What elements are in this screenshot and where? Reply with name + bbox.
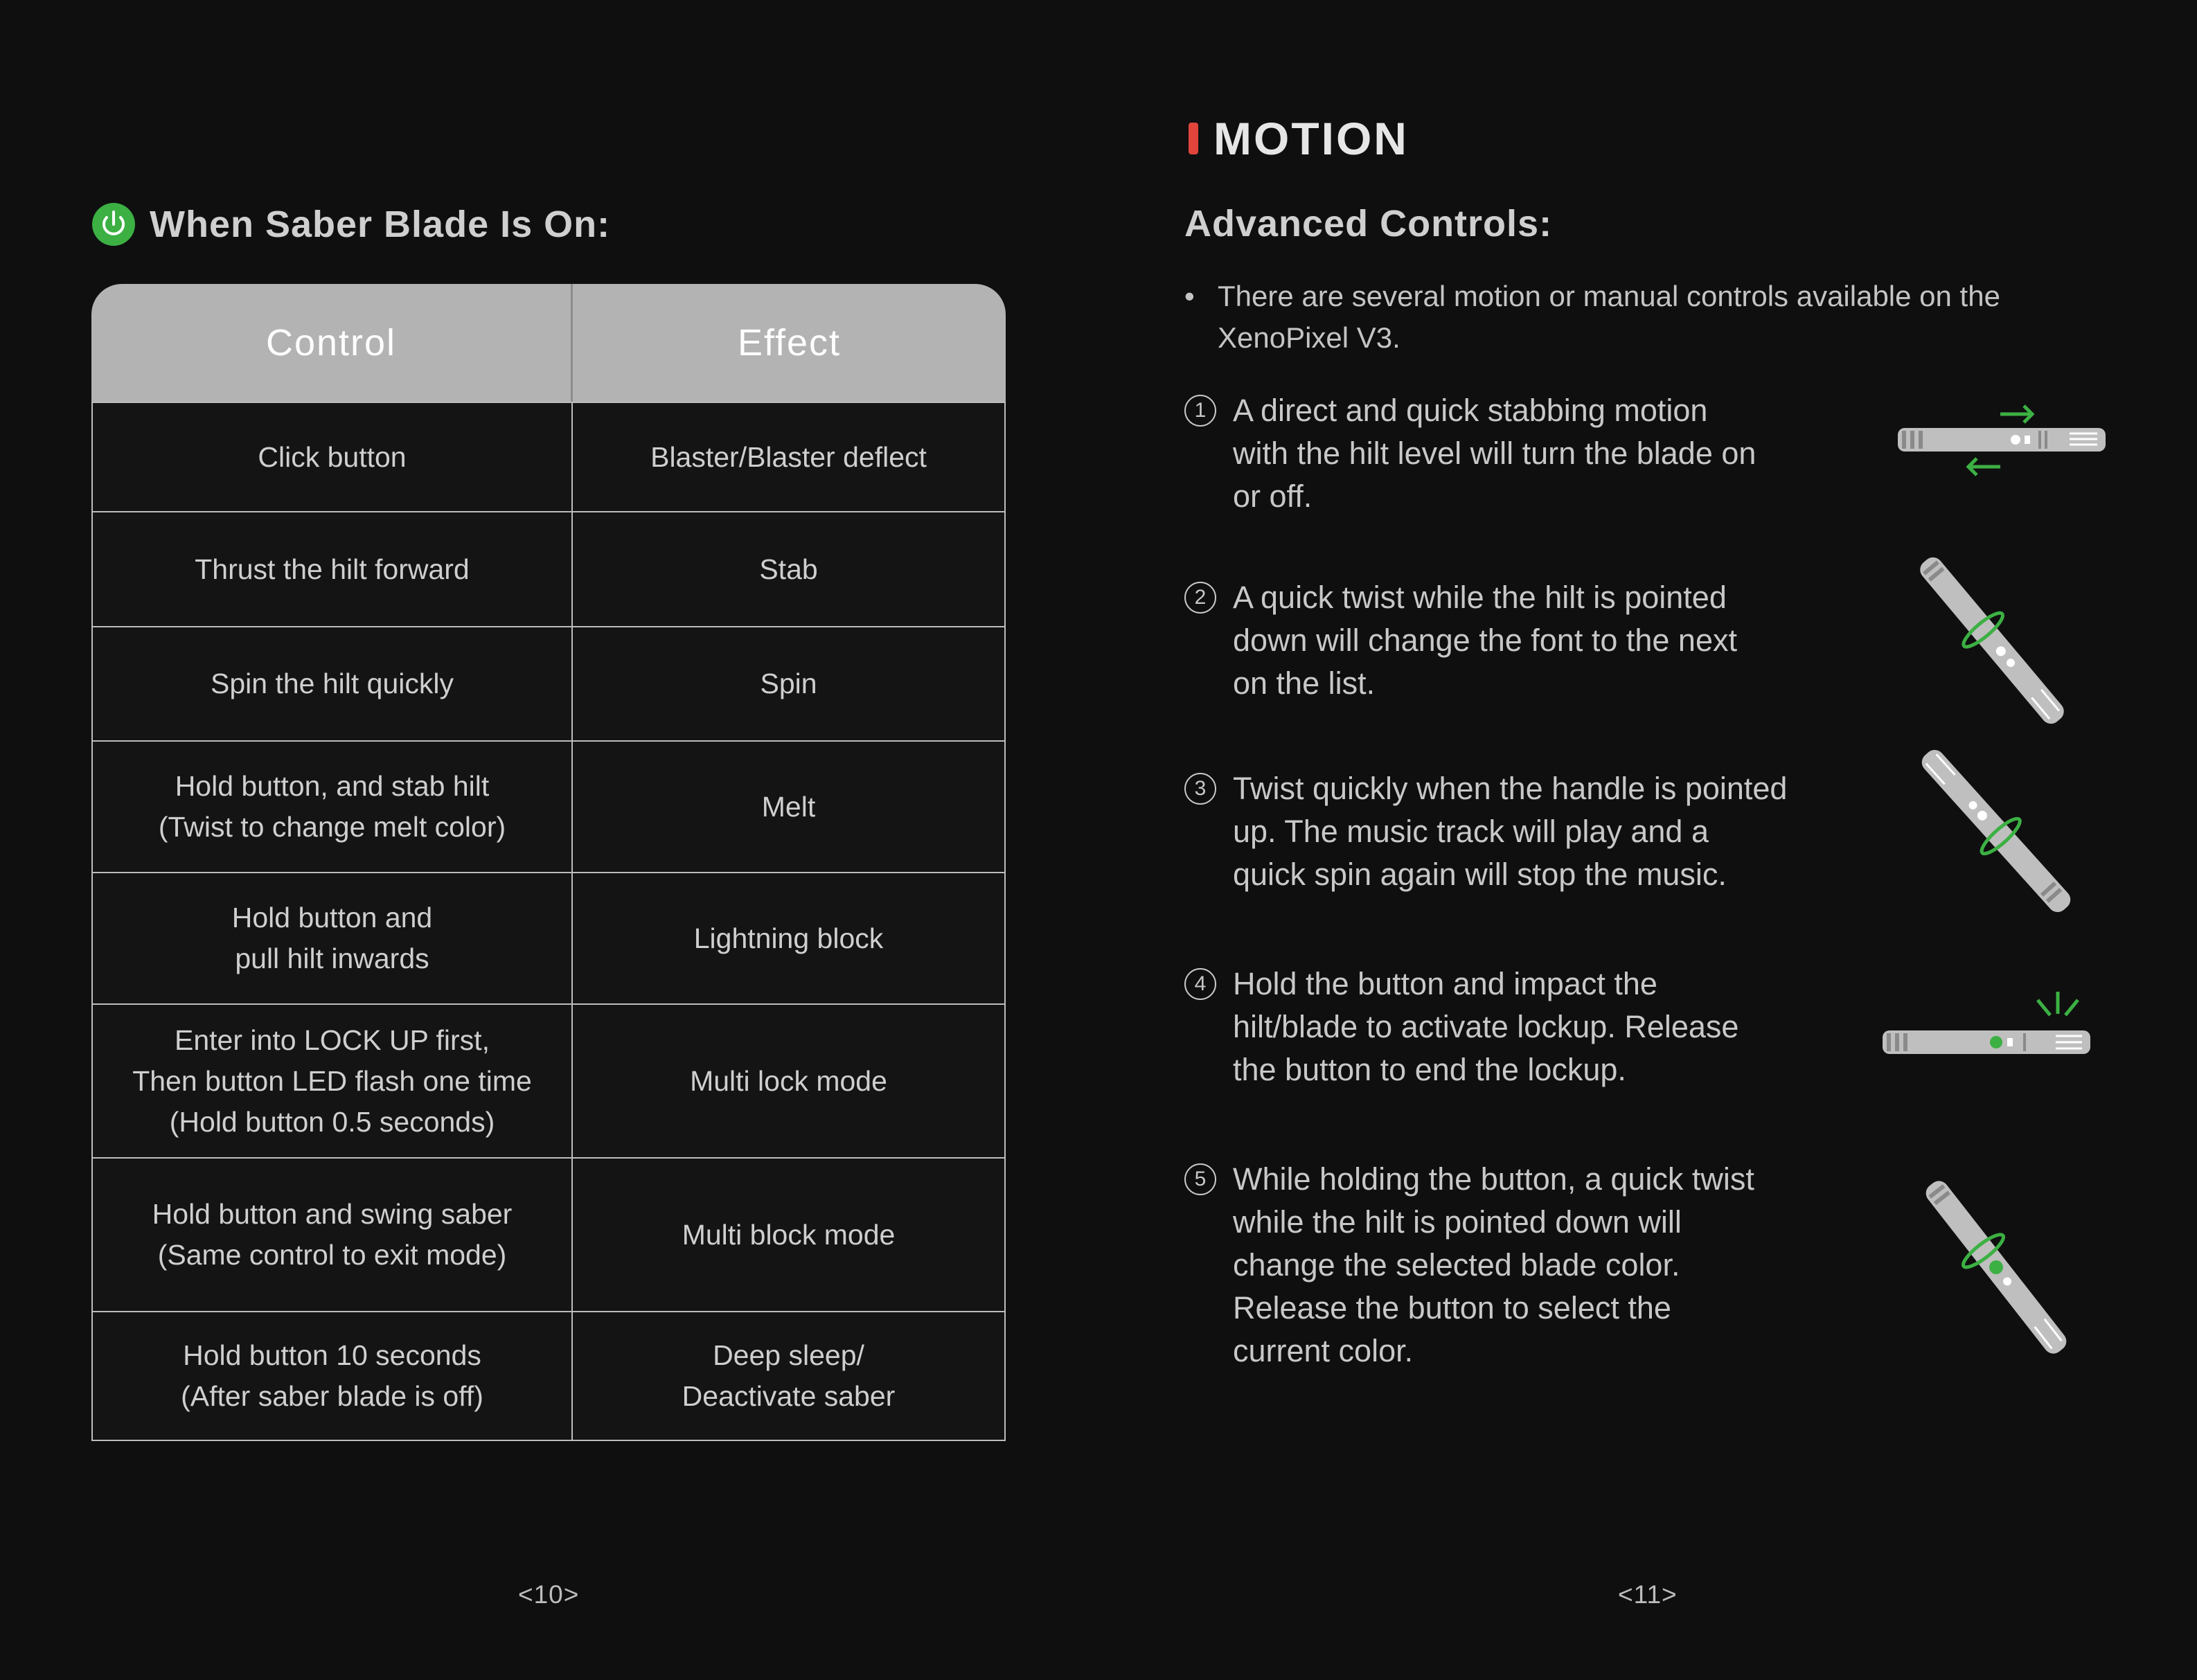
step-2 bbox=[1184, 576, 1891, 705]
table-row bbox=[91, 512, 1006, 627]
step-number: 2 bbox=[1184, 582, 1216, 614]
step-4 bbox=[1184, 963, 1891, 1091]
section-heading bbox=[91, 202, 610, 247]
section-title: When Saber Blade Is On: bbox=[150, 204, 611, 245]
table-row bbox=[91, 627, 1006, 742]
controls-table bbox=[91, 284, 1006, 1441]
control-cell: Thrust the hilt forward bbox=[91, 512, 573, 627]
effect-cell: Deep sleep/ Deactivate saber bbox=[573, 1312, 1006, 1441]
step-number: 3 bbox=[1184, 773, 1216, 805]
control-cell: Spin the hilt quickly bbox=[91, 627, 573, 742]
control-cell: Hold button, and stab hilt (Twist to change melt color) bbox=[91, 742, 573, 873]
control-cell: Click button bbox=[91, 402, 573, 512]
header-effect: Effect bbox=[573, 284, 1006, 402]
step-text: While holding the button, a quick twist while the hilt is pointed down will change the selected blade color. Release the button to select the current color. bbox=[1233, 1161, 1754, 1368]
saber-twist-up-icon bbox=[1906, 748, 2086, 914]
page-number: <10> bbox=[518, 1580, 580, 1609]
title-accent-bar bbox=[1189, 123, 1198, 154]
table-row bbox=[91, 1159, 1006, 1312]
page-number: <11> bbox=[1618, 1580, 1678, 1609]
step-3 bbox=[1184, 767, 1891, 896]
effect-cell: Multi lock mode bbox=[573, 1005, 1006, 1159]
effect-cell: Lightning block bbox=[573, 873, 1006, 1005]
left-page bbox=[0, 0, 1098, 1680]
step-text: Twist quickly when the handle is pointed up. The music track will play and a quick spin again will stop the music. bbox=[1233, 771, 1788, 892]
table-row bbox=[91, 1005, 1006, 1159]
right-page bbox=[1098, 0, 2197, 1680]
effect-cell: Melt bbox=[573, 742, 1006, 873]
step-5 bbox=[1184, 1158, 1891, 1373]
step-1 bbox=[1184, 389, 1891, 518]
table-row bbox=[91, 1312, 1006, 1441]
effect-cell: Stab bbox=[573, 512, 1006, 627]
step-text: Hold the button and impact the hilt/blade to activate lockup. Release the button to end the lockup. bbox=[1233, 966, 1739, 1087]
bullet-icon: • bbox=[1184, 280, 1195, 312]
step-number: 5 bbox=[1184, 1163, 1216, 1195]
intro-bullet bbox=[1184, 276, 2126, 359]
page-title: MOTION bbox=[1213, 113, 1409, 164]
step-text: A quick twist while the hilt is pointed down will change the font to the next on the list. bbox=[1233, 580, 1737, 701]
saber-color-icon bbox=[1906, 1177, 2086, 1357]
table-row bbox=[91, 742, 1006, 873]
saber-lockup-icon bbox=[1874, 988, 2103, 1064]
intro-text: There are several motion or manual controls available on the XenoPixel V3. bbox=[1218, 280, 2000, 354]
effect-cell: Blaster/Blaster deflect bbox=[573, 402, 1006, 512]
control-cell: Hold button and swing saber (Same control to exit mode) bbox=[91, 1159, 573, 1312]
saber-stab-icon bbox=[1889, 399, 2118, 489]
sub-heading: Advanced Controls: bbox=[1184, 203, 1553, 244]
effect-cell: Multi block mode bbox=[573, 1159, 1006, 1312]
motion-title bbox=[1189, 112, 1409, 165]
table-row bbox=[91, 873, 1006, 1005]
power-icon bbox=[91, 202, 136, 247]
control-cell: Enter into LOCK UP first, Then button LED flash one time (Hold button 0.5 seconds) bbox=[91, 1005, 573, 1159]
control-cell: Hold button 10 seconds (After saber blade is off) bbox=[91, 1312, 573, 1441]
saber-twist-down-icon bbox=[1902, 554, 2082, 727]
step-number: 4 bbox=[1184, 968, 1216, 1000]
header-control: Control bbox=[91, 284, 573, 402]
control-cell: Hold button and pull hilt inwards bbox=[91, 873, 573, 1005]
effect-cell: Spin bbox=[573, 627, 1006, 742]
step-number: 1 bbox=[1184, 395, 1216, 427]
step-text: A direct and quick stabbing motion with the hilt level will turn the blade on or off. bbox=[1233, 393, 1756, 514]
table-row bbox=[91, 402, 1006, 512]
